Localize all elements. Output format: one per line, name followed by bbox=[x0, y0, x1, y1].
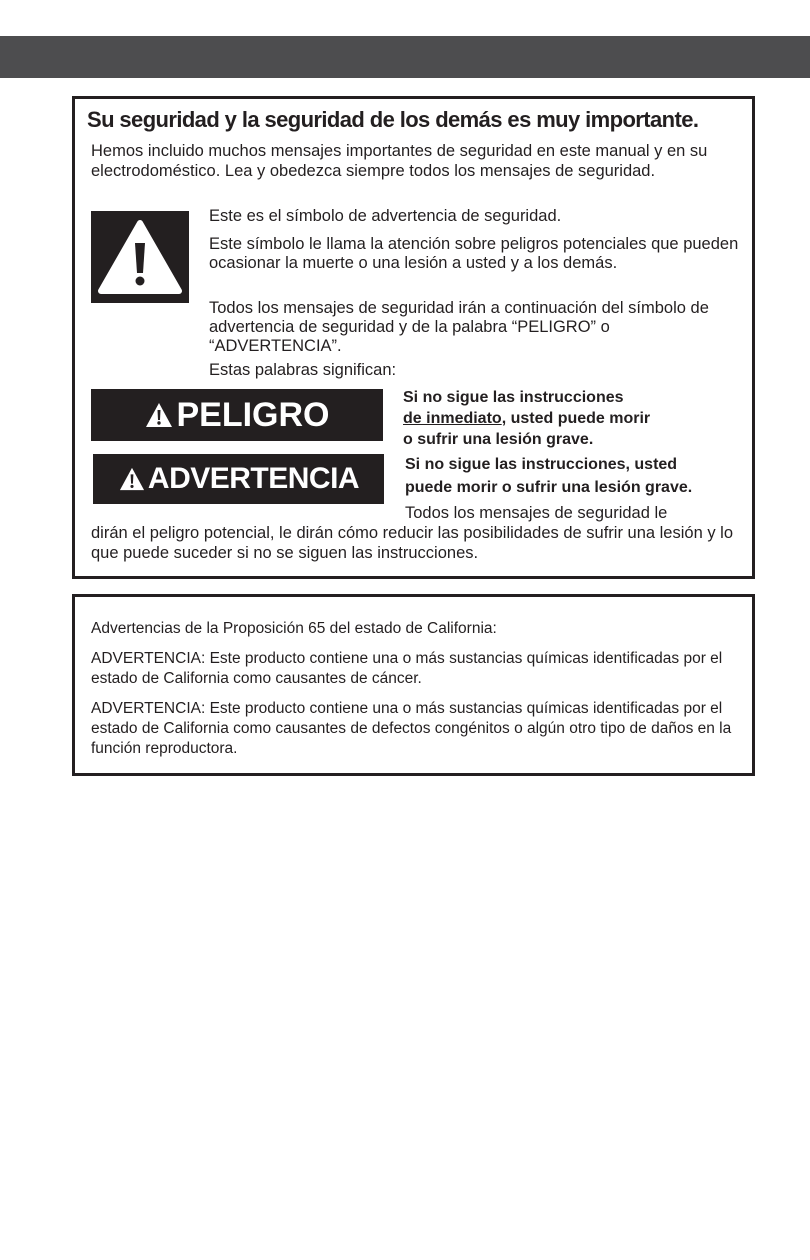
symbol-text-1: Este es el símbolo de advertencia de seguridad. bbox=[209, 207, 562, 225]
peligro-description bbox=[403, 387, 733, 450]
closing-text-1: Todos los mensajes de seguridad le bbox=[405, 504, 668, 522]
warning-triangle-icon bbox=[144, 401, 174, 429]
symbol-text-3: Todos los mensajes de seguridad irán a continuación del símbolo de advertencia de seguridad y de la palabra “PELIGRO” o “ADVERTENCIA”. bbox=[209, 299, 709, 355]
peligro-desc-underlined: de inmediato bbox=[403, 410, 502, 427]
header-band bbox=[0, 36, 810, 78]
peligro-desc-2: , usted puede morir bbox=[501, 410, 651, 427]
advertencia-desc-2: puede morir o sufrir una lesión grave. bbox=[405, 479, 693, 496]
peligro-desc-1: Si no sigue las instrucciones bbox=[403, 389, 624, 406]
warning-triangle-icon bbox=[118, 466, 146, 492]
peligro-desc-3: o sufrir una lesión grave. bbox=[403, 431, 594, 448]
advertencia-label: ADVERTENCIA bbox=[147, 462, 360, 495]
prop65-title: Advertencias de la Proposición 65 del estado de California: bbox=[91, 620, 497, 637]
symbol-text-4: Estas palabras significan: bbox=[209, 361, 397, 379]
peligro-signal bbox=[91, 389, 383, 441]
advertencia-description bbox=[405, 453, 735, 499]
warning-triangle-icon bbox=[91, 211, 189, 303]
safety-box bbox=[72, 96, 755, 579]
symbol-text-2: Este símbolo le llama la atención sobre peligros potenciales que pueden ocasionar la muerte o una lesión a usted y a los demás. bbox=[209, 235, 739, 272]
advertencia-signal bbox=[93, 454, 384, 504]
safety-intro: Hemos incluido muchos mensajes importantes de seguridad en este manual y en su electrodoméstico. Lea y obedezca siempre todos los mensajes de seguridad. bbox=[91, 142, 708, 180]
prop65-box bbox=[72, 594, 755, 776]
safety-headline: Su seguridad y la seguridad de los demás es muy importante. bbox=[87, 107, 699, 132]
advertencia-desc-1: Si no sigue las instrucciones, usted bbox=[405, 456, 678, 473]
prop65-warning-2: ADVERTENCIA: Este producto contiene una o más sustancias químicas identificadas por el estado de California como causantes de defectos congénitos o algún otro tipo de daños en la función reproductora. bbox=[91, 700, 732, 757]
peligro-label: PELIGRO bbox=[176, 395, 330, 434]
prop65-warning-1: ADVERTENCIA: Este producto contiene una o más sustancias químicas identificadas por el estado de California como causantes de cáncer. bbox=[91, 650, 723, 687]
closing-text-2: dirán el peligro potencial, le dirán cómo reducir las posibilidades de sufrir una lesión y lo que puede suceder si no se siguen las instrucciones. bbox=[91, 524, 734, 562]
